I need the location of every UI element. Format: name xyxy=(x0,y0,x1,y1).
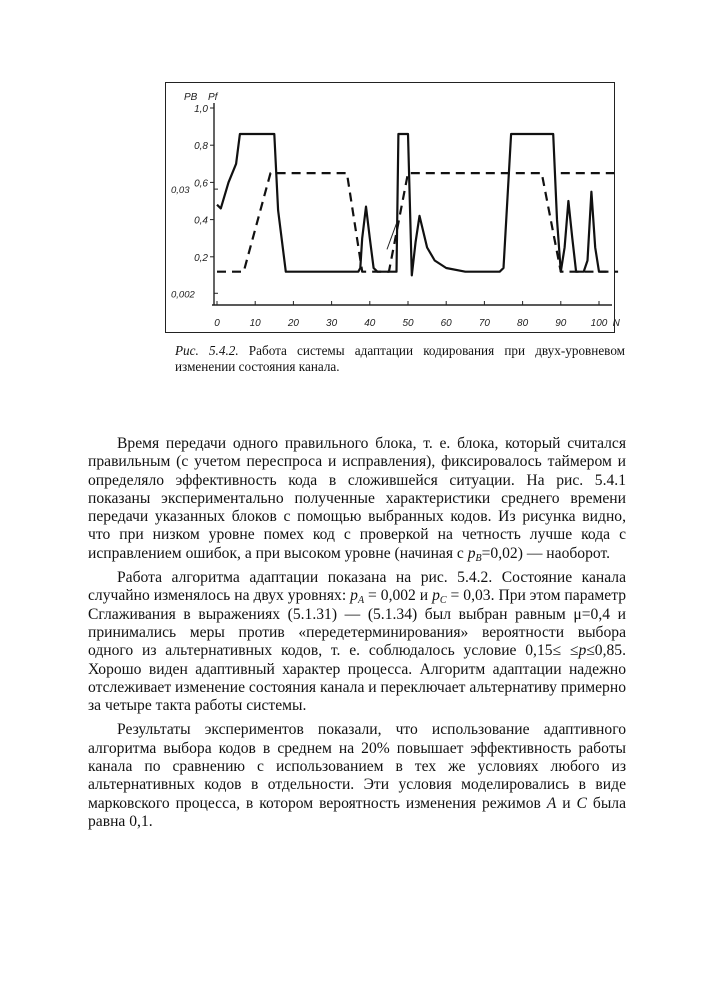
y-left-tick-label: 0,002 xyxy=(171,289,195,301)
x-tick-label: 40 xyxy=(364,318,376,329)
y-right-tick-label: 1,0 xyxy=(194,104,208,115)
x-tick-label: 10 xyxy=(249,318,261,329)
x-tick-label: 60 xyxy=(440,318,452,329)
y-right-tick-label: 0,8 xyxy=(194,141,208,153)
y-right-tick-label: 0,2 xyxy=(194,252,208,264)
chart-plot xyxy=(166,83,620,334)
x-tick-label: 50 xyxy=(402,318,414,329)
paragraph-3: Результаты экспериментов показали, что использование адаптивного алгоритма выбора кодов в среднем на 20% повышает эффективность работы канала по сравнению с использованием в тех же условиях любого из альтернативных кодов в отдельности. Эти условия моделировались в виде марковского процесса, в котором вероятность изменения режимов A и C была равна 0,1. xyxy=(88,721,626,830)
x-tick-label: 90 xyxy=(555,318,567,329)
chart-series xyxy=(217,134,618,275)
x-tick-label: 30 xyxy=(326,318,338,329)
paragraph-1: Время передачи одного правильного блока, т. е. блока, который считался правильным (с учетом переспроса и исправления), фиксировалось таймером и определяло эффективность кода в сложившейся ситуации. На рис. 5.4.1 показаны экспериментально полученные характеристики среднего времени передачи указанных блоков с помощью выбранных кодов. Из рисунка видно, что при низком уровне помех код с проверкой на четность лучше кода с исправлением ошибок, а при высоком уровне (начиная с $p_B=0,02$) — наоборот. xyxy=(88,435,626,564)
y-right-tick-label: 0,4 xyxy=(194,215,208,227)
figure-frame xyxy=(165,82,620,333)
x-tick-label: 100 xyxy=(590,318,608,329)
x-tick-label: 70 xyxy=(478,318,490,329)
x-tick-label: 0 xyxy=(214,318,220,329)
caption-text: Работа системы адаптации кодирования при двух-уровневом изменении состояния канала. xyxy=(175,343,626,374)
y-left-tick-label: 0,03 xyxy=(171,185,190,197)
x-tick-label: 20 xyxy=(287,318,299,329)
figure-caption xyxy=(175,343,625,375)
x-axis-label: N xyxy=(612,318,620,329)
x-tick-label: 80 xyxy=(517,318,529,329)
y-axis-left-label: PB xyxy=(184,92,198,103)
y-axis-right-label: Pf xyxy=(208,92,218,103)
paragraph-2: Работа алгоритма адаптации показана на рис. 5.4.2. Состояние канала случайно изменялось на двух уровнях: $p_A = 0,002$ и $p_C = 0,03$. При этом параметр Сглаживания в выражениях (5.1.31) — (5.1.34) был выбран равным μ=0,4 и принимались меры против «передетерминирования» вероятности выбора одного из альтернативных кодов, т. е. соблюдалось условие 0,15≤ ≤p≤0,85. Хорошо виден адаптивный характер процесса. Алгоритм адаптации надежно отслеживает изменение состояния канала и переключает альтернативу примерно за четыре такта работы системы. xyxy=(88,569,627,715)
body-text xyxy=(88,435,626,831)
series-line-solid-0 xyxy=(217,134,607,275)
y-right-tick-label: 0,6 xyxy=(194,178,208,190)
caption-label: Рис. 5.4.2. xyxy=(175,343,239,358)
chart-ticks xyxy=(171,92,621,329)
